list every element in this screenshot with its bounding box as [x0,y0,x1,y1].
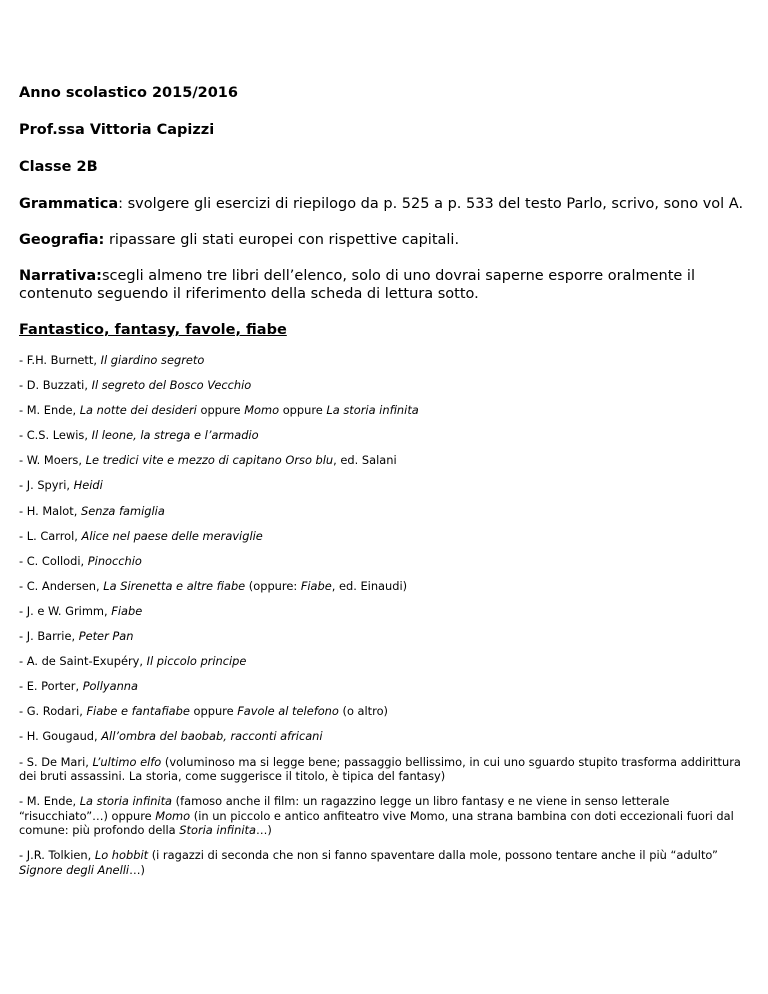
book-item [19,848,749,877]
book-text: - J. e W. Grimm, [19,603,112,618]
book-title: Peter Pan [78,629,134,644]
book-text: - H. Malot, [19,503,81,518]
narrative-text: scegli almeno tre libri dell’elenco, solo di uno dovrai saperne esporre oralmente il contenuto seguendo il riferimento della scheda di lettura sotto. [19,268,695,302]
book-title: L’ultimo elfo [92,754,162,769]
book-text: , ed. Einaudi) [331,578,408,593]
book-item [19,428,749,443]
book-text: - M. Ende, [19,403,80,418]
geography-text: ripassare gli stati europei con rispettive capitali. [104,232,460,248]
book-item [19,704,749,719]
book-title: La storia infinita [79,794,173,809]
book-text: - W. Moers, [19,453,86,468]
book-text: - C. Andersen, [19,578,104,593]
school-year: Anno scolastico 2015/2016 [19,85,238,101]
book-item [19,378,749,393]
book-text: (voluminoso ma si legge bene; passaggio bellissimo, in cui uno sguardo stupito trasforma addirittura dei bruti assassini. La storia, come suggerisce il titolo, è tipica del fantasy) [19,754,741,783]
book-text: (o altro) [338,704,388,719]
book-title: Pollyanna [82,679,138,694]
class-name: Classe 2B [19,159,98,175]
book-title: Il segreto del Bosco Vecchio [91,378,252,393]
book-item [19,529,749,544]
book-title: Momo [244,403,280,418]
book-title: All’ombra del baobab, racconti africani [101,729,323,744]
book-text: oppure [279,403,327,418]
book-text: - H. Gougaud, [19,729,102,744]
geography-label: Geografia: [19,232,105,248]
book-text: - J. Spyri, [19,478,74,493]
book-title: Favole al telefono [237,704,339,719]
book-title: Lo hobbit [94,848,149,863]
book-item [19,654,749,669]
book-title: Heidi [73,478,103,493]
book-title: Senza famiglia [81,503,165,518]
book-text: - J.R. Tolkien, [19,848,95,863]
book-text: - M. Ende, [19,794,80,809]
book-text: - C. Collodi, [19,553,88,568]
book-item [19,755,749,784]
book-text: …) [129,862,145,877]
narrative-label: Narrativa: [19,268,102,284]
book-title: Il piccolo principe [146,654,247,669]
book-text: (in un piccolo e antico anfiteatro vive Momo, una strana bambina con doti eccezionali fuori dal comune: più profondo della [19,808,734,838]
book-text: (i ragazzi di seconda che non si fanno spaventare dalla mole, possono tentare anche il più “adulto” [148,848,718,863]
book-item [19,554,749,569]
book-title: Il leone, la strega e l’armadio [91,428,259,443]
book-title: Fiabe e fantafiabe [86,704,190,719]
book-text: (famoso anche il film: un ragazzino legge un libro fantasy e ne viene in senso letterale “risucchiato”…) oppure [19,794,670,823]
book-title: Le tredici vite e mezzo di capitano Orso blu [85,453,334,468]
document-page [19,84,749,888]
grammar-label: Grammatica [19,196,119,212]
book-text: (oppure: [245,578,301,593]
book-item [19,629,749,644]
book-item [19,504,749,519]
book-title: Signore degli Anelli [19,862,130,877]
book-text: - A. de Saint-Exupéry, [19,654,147,669]
book-item [19,403,749,418]
book-item [19,353,749,368]
book-text: - E. Porter, [19,679,83,694]
book-item [19,453,749,468]
book-text: oppure [189,704,238,719]
narrative-assignment [19,267,749,303]
book-text: - D. Buzzati, [19,378,92,393]
book-text: , ed. Salani [333,453,397,468]
book-text: - C.S. Lewis, [19,428,92,443]
book-text: - F.H. Burnett, [19,353,101,367]
book-item [19,794,749,838]
book-text: - L. Carrol, [19,528,82,543]
book-text: - G. Rodari, [19,704,87,719]
book-text: …) [255,823,272,838]
book-item [19,604,749,619]
book-title: Il giardino segreto [100,353,205,367]
geography-assignment [19,231,749,249]
grammar-text: : svolgere gli esercizi di riepilogo da p. 525 a p. 533 del testo Parlo, scrivo, sono vol A. [118,196,744,212]
book-item [19,679,749,694]
book-title: La Sirenetta e altre fiabe [103,578,246,593]
book-title: La storia infinita [326,403,419,418]
book-title: Momo [155,808,191,823]
book-text: - S. De Mari, [19,754,93,769]
book-text: - J. Barrie, [19,629,79,644]
grammar-assignment [19,195,749,213]
book-title: Fiabe [111,603,143,618]
book-item [19,729,749,744]
book-title: Fiabe [300,578,332,593]
book-title: La notte dei desideri [79,403,197,418]
book-text: oppure [196,403,245,418]
teacher-name: Prof.ssa Vittoria Capizzi [19,122,215,138]
book-item [19,579,749,594]
section-title: Fantastico, fantasy, favole, fiabe [19,322,287,338]
book-item [19,478,749,493]
book-title: Storia infinita [179,823,256,838]
book-title: Alice nel paese delle meraviglie [81,528,263,543]
book-title: Pinocchio [87,553,142,568]
